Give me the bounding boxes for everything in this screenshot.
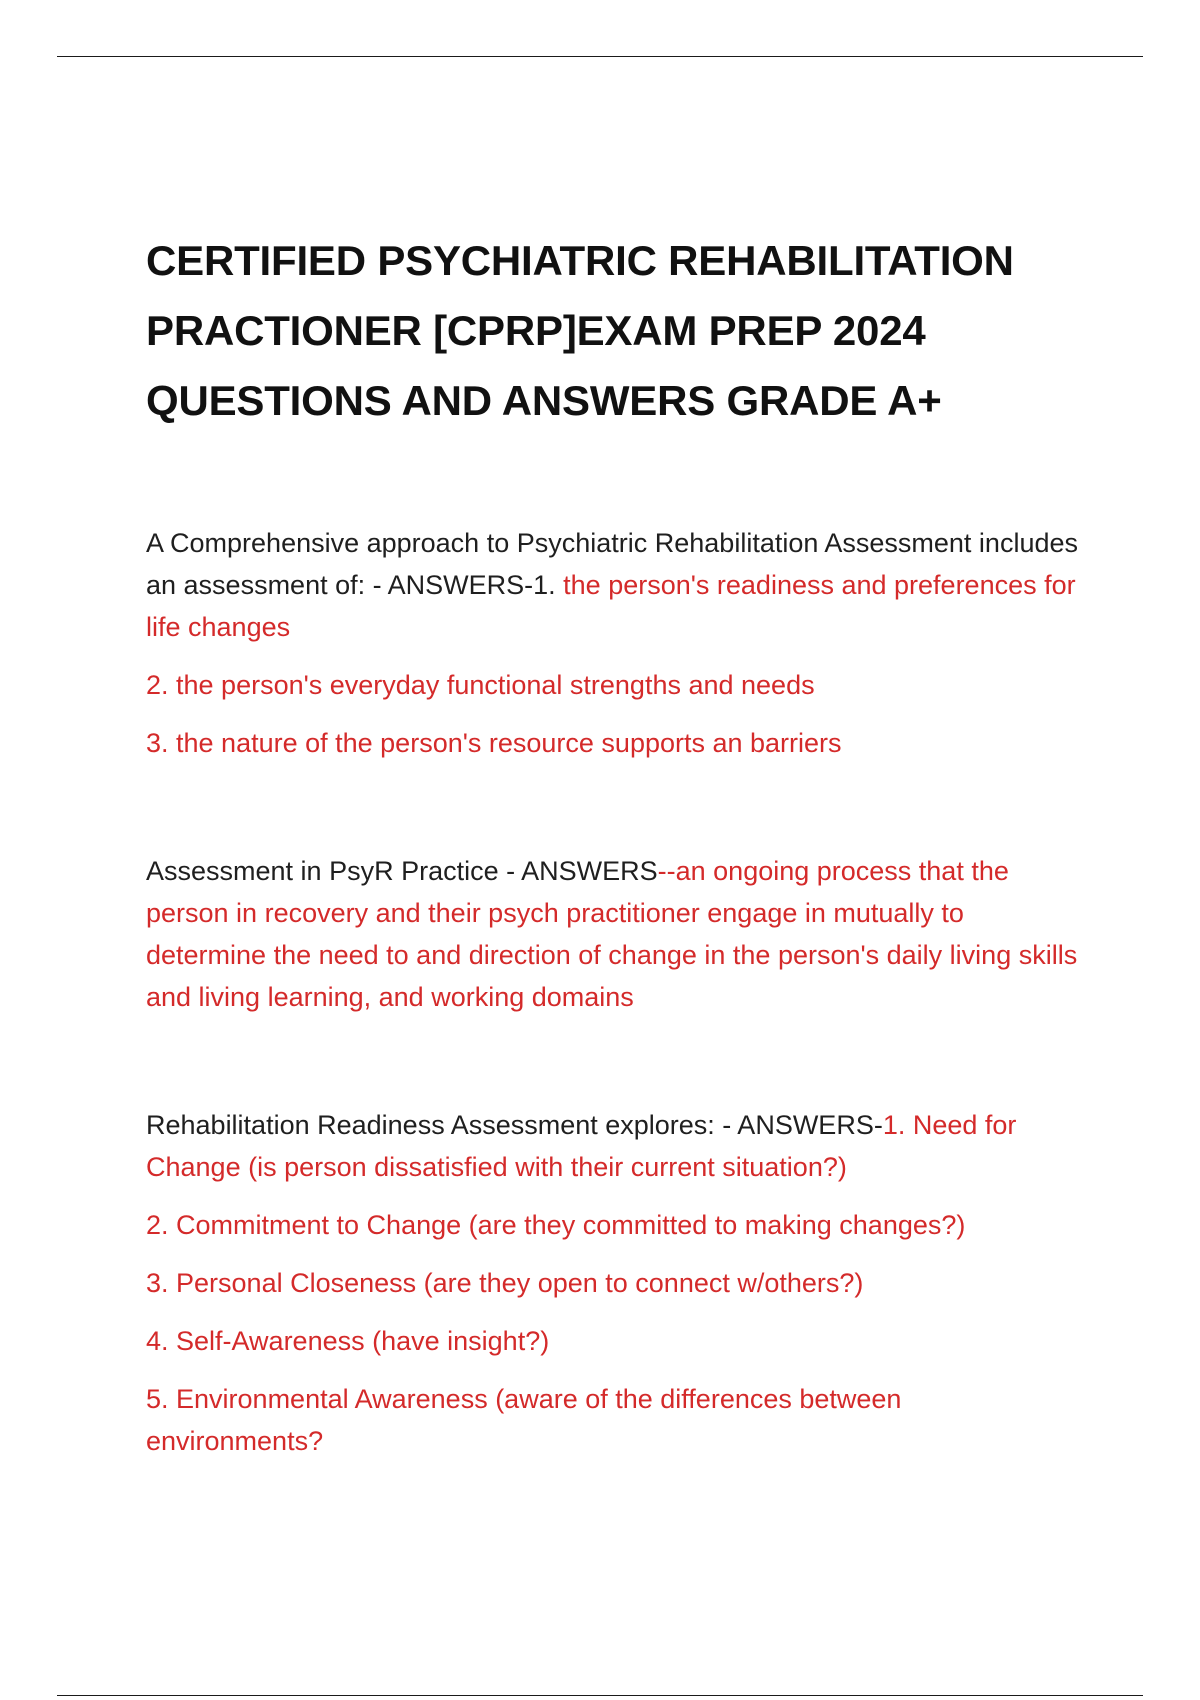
- answer-text: the person's readiness and preferences for life changes: [146, 570, 1076, 642]
- header-rule: [57, 56, 1143, 57]
- document-title: CERTIFIED PSYCHIATRIC REHABILITATION PRACTIONER [CPRP]EXAM PREP 2024 QUESTIONS AND ANSWERS GRADE A+: [146, 237, 1014, 424]
- answer-item: 5. Environmental Awareness (aware of the differences between environments?: [146, 1384, 902, 1456]
- answer-item: 2. Commitment to Change (are they committed to making changes?): [146, 1210, 966, 1240]
- document-body: [146, 226, 1086, 1462]
- qa-block-3: [146, 1104, 1086, 1462]
- question-text: Assessment in PsyR Practice - ANSWERS: [146, 856, 658, 886]
- qa-question-2: [146, 850, 1086, 1018]
- answer-item: 3. Personal Closeness (are they open to connect w/others?): [146, 1268, 864, 1298]
- qa-block-1: [146, 522, 1086, 764]
- answer-item: 2. the person's everyday functional strengths and needs: [146, 670, 815, 700]
- question-text: A Comprehensive approach to Psychiatric Rehabilitation Assessment includes an assessment of: - ANSWERS-1.: [146, 528, 1078, 600]
- answer-item: 4. Self-Awareness (have insight?): [146, 1326, 550, 1356]
- footer-rule: [57, 1695, 1143, 1696]
- qa-question-3: [146, 1104, 1086, 1188]
- qa-question-1: [146, 522, 1086, 648]
- qa-block-2: [146, 850, 1086, 1018]
- answer-item: 3. the nature of the person's resource supports an barriers: [146, 728, 842, 758]
- question-text: Rehabilitation Readiness Assessment explores: - ANSWERS-: [146, 1110, 883, 1140]
- answer-text: --an ongoing process that the person in recovery and their psych practitioner engage in mutually to determine the need to and direction of change in the person's daily living skills and living learning, and working domains: [146, 856, 1078, 1012]
- answer-text: 1. Need for Change (is person dissatisfied with their current situation?): [146, 1110, 1017, 1182]
